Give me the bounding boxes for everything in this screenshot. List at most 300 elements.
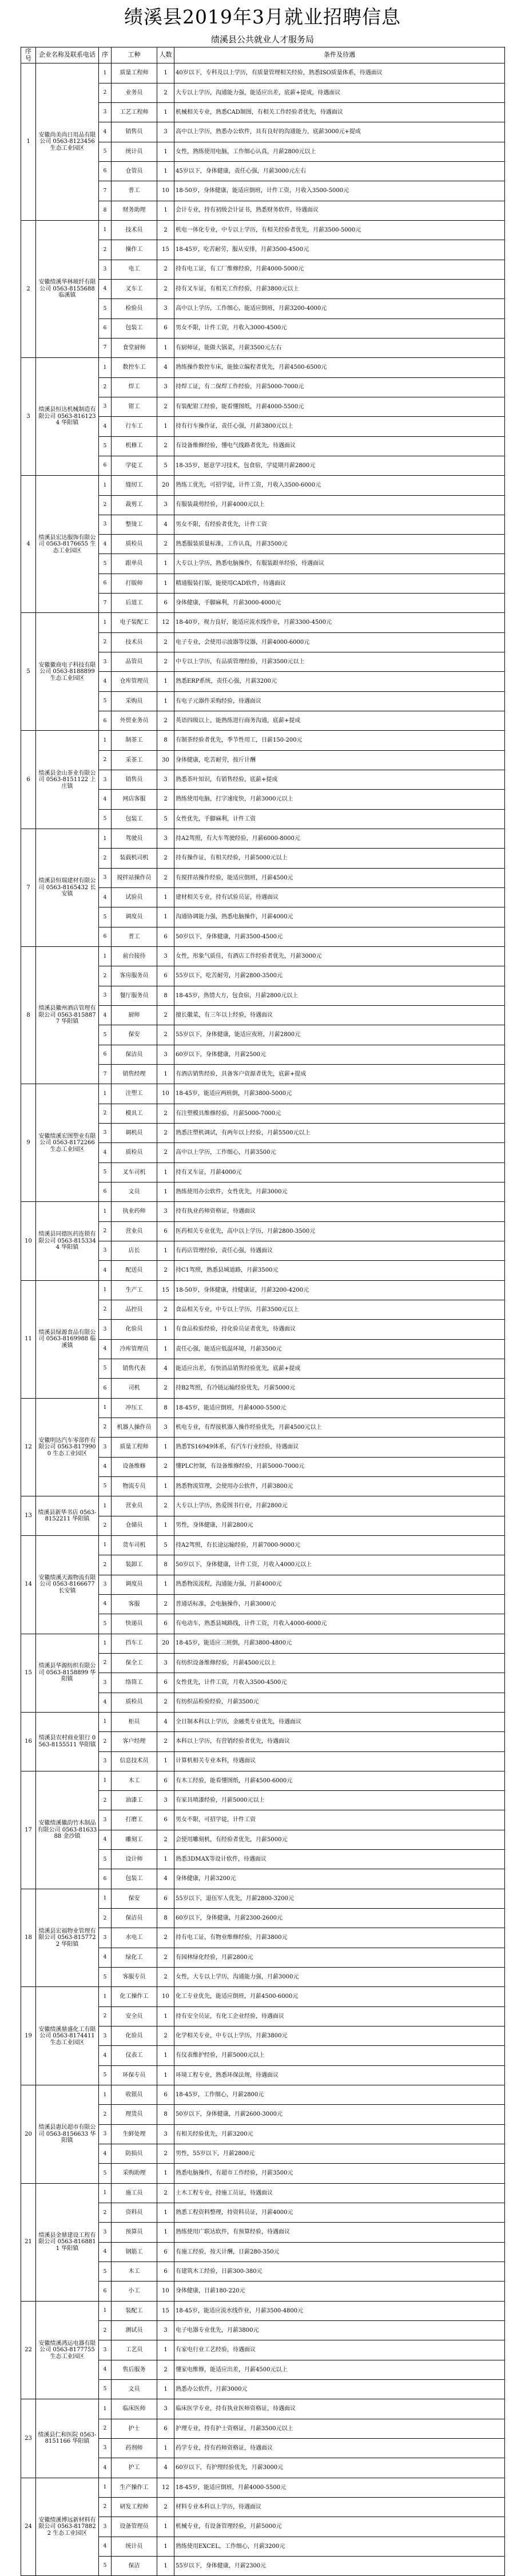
job-count: 1	[157, 2164, 174, 2183]
job-requirements: 持有叉车证，月薪4000元	[174, 1162, 505, 1182]
job-title: 调度员	[112, 907, 157, 927]
job-requirements: 18-50岁，身体健康，能适应倒班，计件工资，月收入3500-5000元	[174, 181, 505, 201]
job-index: 4	[99, 1830, 112, 1849]
job-requirements: 药学专业，持有药师资格证，待遇面议	[174, 2438, 505, 2458]
table-row	[21, 613, 505, 632]
job-count: 1	[157, 2556, 174, 2575]
job-title: 包装工	[112, 318, 157, 338]
job-title: 油漆工	[112, 1791, 157, 1810]
job-requirements: 女性，大专以上学历，沟通能力强，月薪3000元	[174, 1968, 505, 1987]
job-count: 1	[157, 554, 174, 574]
job-count: 1	[157, 102, 174, 122]
company-name: 绩溪县金山茶业有限公司 0563-8151122 上庄镇	[36, 731, 99, 829]
job-count: 4	[157, 1712, 174, 1731]
page-subtitle: 绩溪县公共就业人才服务局	[210, 34, 314, 45]
job-requirements: 18-40岁，视力良好，能适应流水线作业，月薪3300-4500元	[174, 613, 505, 632]
table-header	[21, 47, 505, 63]
job-count: 2	[157, 1379, 174, 1398]
job-index: 2	[99, 632, 112, 652]
job-title: 预算员	[112, 2223, 157, 2242]
company-number: 16	[21, 1712, 36, 1771]
job-title: 水电工	[112, 1928, 157, 1948]
job-title: 销售员	[112, 122, 157, 142]
job-count: 3	[157, 2321, 174, 2340]
job-index: 5	[99, 2380, 112, 2399]
job-title: 客服	[112, 1594, 157, 1614]
job-title: 模具工	[112, 1104, 157, 1123]
job-count: 6	[157, 2242, 174, 2262]
company-number: 4	[21, 476, 36, 613]
job-requirements: 材料专业本科以上学历，待遇面议	[174, 2497, 505, 2517]
job-index: 5	[99, 299, 112, 318]
job-title: 打磨工	[112, 1810, 157, 1830]
job-title: 数控车工	[112, 358, 157, 377]
job-count: 6	[157, 1771, 174, 1790]
job-count: 15	[157, 2301, 174, 2320]
job-index: 2	[99, 2203, 112, 2223]
job-title: 保安	[112, 1889, 157, 1908]
job-title: 生产工	[112, 1280, 157, 1300]
job-title: 裁剪工	[112, 495, 157, 515]
job-title: 客房服务员	[112, 966, 157, 986]
job-index: 4	[99, 2046, 112, 2065]
job-index: 1	[99, 1889, 112, 1908]
job-requirements: 18-45岁，能适应两班倒，月薪3800-5000元	[174, 1084, 505, 1104]
job-index: 3	[99, 652, 112, 672]
job-index: 6	[99, 161, 112, 181]
job-requirements: 食品相关专业，中专以上学历，月薪3500元以上	[174, 1300, 505, 1319]
job-title: 销售经理	[112, 1065, 157, 1084]
company-number: 14	[21, 1535, 36, 1634]
job-count: 1	[157, 2517, 174, 2537]
job-title: 打版师	[112, 574, 157, 593]
job-index: 2	[99, 83, 112, 102]
job-count: 12	[157, 613, 174, 632]
job-requirements: 持有安全员证，有化工企业经验，待遇面议	[174, 2006, 505, 2026]
job-title: 执业药师	[112, 1202, 157, 1221]
job-title: 仪表工	[112, 2046, 157, 2065]
job-count: 1	[157, 1065, 174, 1084]
job-index: 3	[99, 260, 112, 279]
job-count: 3	[157, 947, 174, 966]
job-index: 4	[99, 2242, 112, 2262]
job-index: 1	[99, 2183, 112, 2203]
job-count: 3	[157, 1653, 174, 1673]
job-count: 1	[157, 1438, 174, 1457]
job-title: 缝纫工	[112, 476, 157, 495]
job-requirements: 懂PLC控制，有设备维修经验，月薪5000-7000元	[174, 1457, 505, 1476]
job-index: 2	[99, 849, 112, 868]
job-requirements: 机电一体化专业，中专以上学历，有相关经验者优先，月薪3500-5000元	[174, 220, 505, 240]
job-requirements: 懂家电维修，能适应出差，月薪4500元以上	[174, 2360, 505, 2379]
table-row	[21, 2183, 505, 2203]
page-title: 绩溪县2019年3月就业招聘信息	[124, 6, 401, 28]
job-count: 6	[157, 1614, 174, 1634]
job-requirements: 55岁以下，吃苦耐劳，月薪2800-3500元	[174, 966, 505, 986]
job-title: 试验员	[112, 888, 157, 907]
job-count: 2	[157, 260, 174, 279]
job-index: 1	[99, 1202, 112, 1221]
job-title: 挡车工	[112, 1634, 157, 1653]
job-title: 保洁员	[112, 1045, 157, 1064]
job-table	[21, 47, 505, 2576]
job-requirements: 熟悉TS16949体系，有汽车行业经验，待遇面议	[174, 1438, 505, 1457]
job-title: 文员	[112, 2380, 157, 2399]
table-row	[21, 947, 505, 966]
job-count: 1	[157, 2380, 174, 2399]
job-requirements: 18-45岁，吃苦耐劳，服从安排，月薪3500-4500元	[174, 240, 505, 260]
job-requirements: 持有叉车证，有相关工作经验，月薪3800元以上	[174, 279, 505, 298]
job-title: 木工	[112, 1771, 157, 1790]
company-name: 安徽绩溪天源物流有限公司 0563-8166677 长安镇	[36, 1535, 99, 1634]
job-requirements: 护理专业，持有护士资格证，月薪3500元以上	[174, 2419, 505, 2438]
job-title: 后道工	[112, 594, 157, 613]
job-title: 仓储员	[112, 1516, 157, 1535]
job-index: 4	[99, 2537, 112, 2556]
job-index: 1	[99, 2085, 112, 2105]
job-title: 测试员	[112, 2321, 157, 2340]
job-title: 生鲜处理	[112, 2124, 157, 2144]
job-requirements: 熟悉茶叶知识，有销售经验，底薪+提成	[174, 770, 505, 790]
company-number: 7	[21, 829, 36, 947]
job-requirements: 土木工程专业，持施工员证，待遇面议	[174, 2183, 505, 2203]
job-title: 操作工	[112, 240, 157, 260]
job-requirements: 熟练使用办公软件，女性优先，月薪3000元	[174, 1182, 505, 1201]
job-requirements: 有纺织品检验经验，月薪3500元	[174, 1693, 505, 1712]
job-count: 2	[157, 2183, 174, 2203]
job-requirements: 持B2驾照，有冷链运输经验优先，月薪5000元	[174, 1379, 505, 1398]
job-requirements: 普通话标准，会电脑操作，月薪3000元	[174, 1594, 505, 1614]
job-count: 2	[157, 711, 174, 731]
job-requirements: 有药店管理经验，责任心强，待遇面议	[174, 1241, 505, 1260]
job-requirements: 18-35岁，愿意学习技术，包食宿，学徒期月薪2800元	[174, 456, 505, 475]
job-index: 1	[99, 1771, 112, 1790]
job-index: 3	[99, 515, 112, 534]
job-title: 化工操作工	[112, 1987, 157, 2006]
job-requirements: 擅长徽菜，有三年以上经验，待遇面议	[174, 1006, 505, 1025]
company-number: 20	[21, 2085, 36, 2184]
job-count: 10	[157, 181, 174, 201]
job-index: 7	[99, 181, 112, 201]
job-count: 2	[157, 849, 174, 868]
job-title: 焊工	[112, 377, 157, 397]
job-index: 1	[99, 1398, 112, 1418]
job-index: 1	[99, 63, 112, 83]
job-count: 1	[157, 161, 174, 181]
job-count: 8	[157, 986, 174, 1005]
job-title: 质检员	[112, 535, 157, 554]
job-index: 2	[99, 2105, 112, 2124]
job-index: 6	[99, 711, 112, 731]
job-requirements: 计算机相关专业本科，待遇面议	[174, 1751, 505, 1771]
job-title: 统计员	[112, 2537, 157, 2556]
job-index: 6	[99, 927, 112, 946]
job-count: 1	[157, 2438, 174, 2458]
company-name: 绩溪县金鼎建设工程有限公司 0563-8168811 华阳镇	[36, 2183, 99, 2301]
job-title: 理货员	[112, 2105, 157, 2124]
job-count: 2	[157, 1104, 174, 1123]
job-title: 物流专员	[112, 1476, 157, 1496]
job-title: 钳工	[112, 397, 157, 416]
table-row	[21, 2399, 505, 2419]
job-count: 2	[157, 1693, 174, 1712]
company-number: 22	[21, 2301, 36, 2399]
job-requirements: 18-45岁，能适应倒班，月薪4000-5500元	[174, 2478, 505, 2497]
job-count: 6	[157, 2262, 174, 2282]
table-row	[21, 1202, 505, 1221]
job-index: 5	[99, 554, 112, 574]
job-title: 销售员	[112, 770, 157, 790]
table-row	[21, 1496, 505, 1516]
job-count: 2	[157, 220, 174, 240]
job-title: 检验员	[112, 299, 157, 318]
job-index: 5	[99, 2262, 112, 2282]
job-index: 5	[99, 907, 112, 927]
job-index: 1	[99, 2478, 112, 2497]
job-index: 6	[99, 318, 112, 338]
job-count: 3	[157, 1202, 174, 1221]
job-title: 设备管理员	[112, 2517, 157, 2537]
job-index: 5	[99, 809, 112, 829]
job-requirements: 身体健康，月薪3200元	[174, 1869, 505, 1889]
job-index: 4	[99, 1261, 112, 1280]
job-title: 仓管员	[112, 161, 157, 181]
company-number: 6	[21, 731, 36, 829]
job-title: 防损员	[112, 2144, 157, 2164]
job-index: 5	[99, 436, 112, 456]
job-index: 2	[99, 750, 112, 770]
job-title: 木工	[112, 2262, 157, 2282]
job-requirements: 临床医学专业，持有执业医师资格证，待遇面议	[174, 2399, 505, 2419]
job-title: 驾驶员	[112, 829, 157, 849]
job-count: 1	[157, 1182, 174, 1201]
job-title: 包装工	[112, 1869, 157, 1889]
job-requirements: 女性，形象气质佳，有酒店工作经验者优先，月薪3000元	[174, 947, 505, 966]
job-requirements: 有电动车，熟悉县城路线，计件工资，月收入4000-6000元	[174, 1614, 505, 1634]
company-name: 绩溪县华源纺织有限公司 0563-8158899 华阳镇	[36, 1634, 99, 1712]
company-name: 安徽明达汽车零部件有限公司 0563-8179900 生态工业园区	[36, 1398, 99, 1496]
header-company: 企业名称及联系电话	[36, 47, 99, 63]
job-index: 1	[99, 1987, 112, 2006]
job-requirements: 建材相关专业，持有试验员证，待遇面议	[174, 888, 505, 907]
job-count: 2	[157, 1025, 174, 1045]
job-requirements: 持有电工证，有工厂维修经验，月薪4000-5000元	[174, 260, 505, 279]
header-count: 人数	[157, 47, 174, 63]
job-index: 8	[99, 201, 112, 220]
job-index: 5	[99, 1614, 112, 1634]
job-requirements: 有设备维修经验，懂电气线路者优先，待遇面议	[174, 436, 505, 456]
job-title: 保安	[112, 1025, 157, 1045]
job-title: 技术员	[112, 632, 157, 652]
job-requirements: 有搅拌站操作经验，能适应倒班，月薪4500元	[174, 868, 505, 887]
job-index: 4	[99, 279, 112, 298]
job-requirements: 高中以上学历，工作细心，能适应倒班，月薪3200-4000元	[174, 299, 505, 318]
job-count: 2	[157, 535, 174, 554]
job-requirements: 持A2驾照，有长途运输经验，月薪7000-9000元	[174, 1535, 505, 1555]
job-requirements: 熟练使用EXCEL，工作细心，月薪3200元	[174, 2537, 505, 2556]
job-title: 化验员	[112, 1320, 157, 1339]
job-title: 电工	[112, 260, 157, 279]
job-index: 5	[99, 2065, 112, 2085]
table-row	[21, 220, 505, 240]
job-index: 2	[99, 1104, 112, 1123]
job-count: 2	[157, 868, 174, 887]
job-title: 文员	[112, 1182, 157, 1201]
job-requirements: 会使用雕刻机，有经验者优先，月薪5000元	[174, 1830, 505, 1849]
company-number: 5	[21, 613, 36, 731]
job-title: 采购助理	[112, 2164, 157, 2183]
job-title: 快递员	[112, 1614, 157, 1634]
job-count: 1	[157, 1476, 174, 1496]
job-title: 整烫工	[112, 515, 157, 534]
job-count: 5	[157, 456, 174, 475]
job-title: 采茶工	[112, 750, 157, 770]
job-title: 生产操作工	[112, 2478, 157, 2497]
header-idx: 序	[99, 47, 112, 63]
job-title: 药剂师	[112, 2438, 157, 2458]
job-requirements: 熟悉注塑机调试，有两年以上经验，月薪5500元以上	[174, 1124, 505, 1143]
job-count: 6	[157, 1889, 174, 1908]
job-requirements: 有电子元器件采购经验，待遇面议	[174, 691, 505, 711]
job-requirements: 50岁以下，身体健康，月薪3500-4500元	[174, 927, 505, 946]
job-count: 1	[157, 2065, 174, 2085]
job-title: 工艺工程师	[112, 102, 157, 122]
job-count: 1	[157, 1241, 174, 1260]
job-count: 2	[157, 1948, 174, 1967]
job-title: 装配工	[112, 2301, 157, 2320]
job-requirements: 全日制本科以上学历，金融类专业优先，待遇面议	[174, 1712, 505, 1731]
job-title: 跟单员	[112, 554, 157, 574]
job-index: 5	[99, 142, 112, 161]
job-index: 1	[99, 2301, 112, 2320]
job-title: 叉车工	[112, 279, 157, 298]
job-title: 临床医师	[112, 2399, 157, 2419]
job-count: 3	[157, 1045, 174, 1064]
job-count: 15	[157, 240, 174, 260]
job-title: 采购员	[112, 691, 157, 711]
job-requirements: 持焊工证，有二保焊工作经验，月薪5000-7000元	[174, 377, 505, 397]
table-row	[21, 1889, 505, 1908]
job-count: 6	[157, 927, 174, 946]
job-count: 1	[157, 2203, 174, 2223]
job-index: 1	[99, 1712, 112, 1731]
job-count: 1	[157, 417, 174, 436]
table-row	[21, 1771, 505, 1790]
job-count: 2	[157, 397, 174, 416]
job-index: 2	[99, 240, 112, 260]
job-requirements: 有注塑模具维修经验，月薪5000-7000元	[174, 1104, 505, 1123]
table-row	[21, 63, 505, 83]
job-title: 装卸工	[112, 1555, 157, 1575]
job-index: 4	[99, 1693, 112, 1712]
job-requirements: 有食品检验经验，持化验员证者优先，待遇面议	[174, 1320, 505, 1339]
job-title: 络筒工	[112, 1673, 157, 1693]
job-requirements: 55岁以下，退伍军人优先，月薪2800-3200元	[174, 1889, 505, 1908]
job-title: 财务助理	[112, 201, 157, 220]
table-row	[21, 829, 505, 849]
job-count: 1	[157, 338, 174, 357]
job-index: 4	[99, 2144, 112, 2164]
job-requirements: 男女不限，有经验者优先，计件工资	[174, 515, 505, 534]
job-requirements: 高中以上学历，熟悉办公软件，具有良好的沟通能力，底薪3000元+提成	[174, 122, 505, 142]
job-requirements: 身体健康，吃苦耐劳，按斤计酬	[174, 750, 505, 770]
job-count: 30	[157, 750, 174, 770]
job-title: 雕刻工	[112, 1830, 157, 1849]
company-number: 2	[21, 220, 36, 357]
job-title: 小工	[112, 2282, 157, 2301]
job-count: 6	[157, 1810, 174, 1830]
job-count: 2	[157, 1006, 174, 1025]
job-requirements: 女性，熟练使用电脑，工作细心认真，月薪2800元以上	[174, 142, 505, 161]
job-requirements: 能适应出差，有快消品销售经验优先，底薪+提成	[174, 1359, 505, 1378]
job-requirements: 40岁以下，专科及以上学历，有质量管理相关经验，熟悉ISO质量体系，待遇面议	[174, 63, 505, 83]
job-title: 餐厅服务员	[112, 986, 157, 1005]
job-index: 2	[99, 1909, 112, 1928]
job-requirements: 有装配钳工经验，能看懂图纸，月薪4000-5500元	[174, 397, 505, 416]
company-number: 12	[21, 1398, 36, 1496]
job-title: 钢筋工	[112, 2242, 157, 2262]
company-name: 安徽尚美尚日用品有限公司 0563-8123456 生态工业园区	[36, 63, 99, 221]
job-requirements: 有酒店销售经验，具备客户资源者优先，底薪+提成	[174, 1065, 505, 1084]
job-count: 1	[157, 1339, 174, 1359]
job-index: 2	[99, 1791, 112, 1810]
job-index: 3	[99, 2026, 112, 2046]
job-requirements: 持C1驾照，熟悉县城道路，月薪3500元	[174, 1261, 505, 1280]
company-number: 8	[21, 947, 36, 1084]
job-title: 技术员	[112, 220, 157, 240]
job-title: 环保专员	[112, 2065, 157, 2085]
company-number: 18	[21, 1889, 36, 1987]
job-count: 15	[157, 1280, 174, 1300]
job-title: 柜员	[112, 1712, 157, 1731]
job-count: 2	[157, 2026, 174, 2046]
job-index: 3	[99, 1124, 112, 1143]
job-requirements: 大专以上学历，沟通能力强，能适应出差，底薪+提成，待遇面议	[174, 83, 505, 102]
job-index: 4	[99, 888, 112, 907]
job-index: 4	[99, 2360, 112, 2379]
job-count: 1	[157, 63, 174, 83]
job-index: 3	[99, 2340, 112, 2360]
job-requirements: 化学相关专业，中专以上学历，月薪3800元	[174, 2026, 505, 2046]
job-count: 2	[157, 1594, 174, 1614]
job-title: 化验员	[112, 2026, 157, 2046]
job-count: 1	[157, 142, 174, 161]
job-count: 2	[157, 790, 174, 809]
job-count: 2	[157, 1124, 174, 1143]
job-index: 6	[99, 1869, 112, 1889]
job-count: 2	[157, 279, 174, 298]
job-title: 质量工程师	[112, 1438, 157, 1457]
job-index: 3	[99, 102, 112, 122]
job-requirements: 60岁以下，身体健康，月薪2300-2600元	[174, 1909, 505, 1928]
company-name: 绩溪县恒瑞建材有限公司 0563-8165432 长安镇	[36, 829, 99, 947]
company-number: 10	[21, 1202, 36, 1280]
job-count: 8	[157, 1398, 174, 1418]
table-row	[21, 1987, 505, 2006]
job-index: 1	[99, 731, 112, 750]
table-row	[21, 1535, 505, 1555]
job-count: 3	[157, 495, 174, 515]
job-requirements: 熟练使用电脑，打字速度快，月薪3000元以上	[174, 790, 505, 809]
job-requirements: 身体健康，手脚麻利，月薪3000-4000元	[174, 594, 505, 613]
job-index: 1	[99, 613, 112, 632]
job-requirements: 化工专业优先，能适应倒班，月薪4500-6000元	[174, 1987, 505, 2006]
job-title: 保洁	[112, 2556, 157, 2575]
job-title: 绿化工	[112, 1948, 157, 1967]
job-count: 4	[157, 515, 174, 534]
job-requirements: 18-45岁，工作细心，月薪2800元	[174, 2085, 505, 2105]
job-index: 4	[99, 122, 112, 142]
